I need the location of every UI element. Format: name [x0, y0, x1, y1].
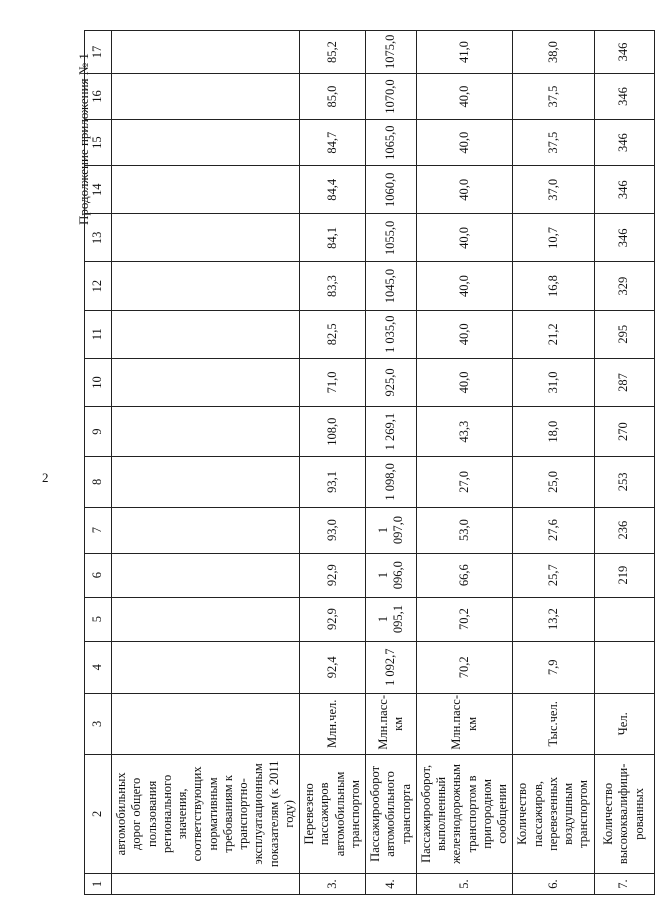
value-cell — [112, 641, 300, 693]
value-cell: 346 — [594, 214, 654, 262]
value-cell: 92,4 — [300, 641, 366, 693]
indicator-name: Пассажирооборот, выполненный железнодорожным транспортом в пригородном сообщении — [416, 754, 513, 873]
value-cell: 16,8 — [513, 262, 594, 310]
value-cell — [112, 358, 300, 406]
value-cell: 84,1 — [300, 214, 366, 262]
value-cell — [112, 214, 300, 262]
value-cell — [112, 120, 300, 166]
value-cell: 66,6 — [416, 553, 513, 597]
value-cell: 270 — [594, 407, 654, 457]
header-cell: 5 — [85, 597, 112, 641]
value-cell — [112, 507, 300, 553]
value-cell: 10,7 — [513, 214, 594, 262]
value-cell: 93,0 — [300, 507, 366, 553]
value-cell — [112, 407, 300, 457]
value-cell — [594, 597, 654, 641]
row-number: 4. — [366, 874, 417, 895]
value-cell: 31,0 — [513, 358, 594, 406]
rotated-table-frame — [84, 30, 646, 895]
value-cell: 37,5 — [513, 74, 594, 120]
unit-cell: Чел. — [594, 693, 654, 754]
indicator-name: автомобильных дорог общего пользования регионального значения, соответствующих нормативным требованиям к транспортно-эксплуатационным показателям (к 2011 году) — [112, 754, 300, 873]
value-cell: 40,0 — [416, 214, 513, 262]
value-cell: 329 — [594, 262, 654, 310]
value-cell: 25,7 — [513, 553, 594, 597]
row-number: 5. — [416, 874, 513, 895]
header-cell: 1 — [85, 874, 112, 895]
value-cell — [112, 310, 300, 358]
appendix-note: Продолжение приложения № 1 — [76, 53, 91, 225]
value-cell: 27,0 — [416, 457, 513, 507]
header-cell: 8 — [85, 457, 112, 507]
header-cell: 11 — [85, 310, 112, 358]
value-cell: 1065,0 — [366, 120, 417, 166]
value-cell: 85,2 — [300, 31, 366, 74]
value-cell: 40,0 — [416, 358, 513, 406]
value-cell: 84,4 — [300, 166, 366, 214]
value-cell: 346 — [594, 74, 654, 120]
value-cell: 40,0 — [416, 166, 513, 214]
value-cell: 346 — [594, 166, 654, 214]
header-cell: 9 — [85, 407, 112, 457]
unit-cell: Тыс.чел. — [513, 693, 594, 754]
value-cell: 84,7 — [300, 120, 366, 166]
value-cell: 70,2 — [416, 641, 513, 693]
table-row — [366, 31, 417, 895]
value-cell: 85,0 — [300, 74, 366, 120]
value-cell: 70,2 — [416, 597, 513, 641]
row-number: 7. — [594, 874, 654, 895]
value-cell: 13,2 — [513, 597, 594, 641]
value-cell: 346 — [594, 120, 654, 166]
value-cell: 1060,0 — [366, 166, 417, 214]
value-cell — [112, 74, 300, 120]
value-cell: 1045,0 — [366, 262, 417, 310]
value-cell: 92,9 — [300, 553, 366, 597]
value-cell: 27,6 — [513, 507, 594, 553]
value-cell — [112, 31, 300, 74]
header-cell: 14 — [85, 166, 112, 214]
value-cell — [112, 553, 300, 597]
value-cell: 1 096,0 — [366, 553, 417, 597]
value-cell: 1 098,0 — [366, 457, 417, 507]
value-cell: 1 269,1 — [366, 407, 417, 457]
value-cell: 37,5 — [513, 120, 594, 166]
value-cell: 253 — [594, 457, 654, 507]
value-cell: 219 — [594, 553, 654, 597]
value-cell: 295 — [594, 310, 654, 358]
row-number — [112, 874, 300, 895]
header-cell: 12 — [85, 262, 112, 310]
header-row — [85, 31, 112, 895]
value-cell: 1 092,7 — [366, 641, 417, 693]
header-cell: 13 — [85, 214, 112, 262]
table-row — [513, 31, 594, 895]
value-cell: 40,0 — [416, 120, 513, 166]
value-cell: 925,0 — [366, 358, 417, 406]
value-cell: 82,5 — [300, 310, 366, 358]
value-cell: 25,0 — [513, 457, 594, 507]
row-number: 3. — [300, 874, 366, 895]
value-cell: 1075,0 — [366, 31, 417, 74]
indicator-name: Количество пассажиров, перевезенных воздушным транспортом — [513, 754, 594, 873]
table-row — [300, 31, 366, 895]
value-cell: 83,3 — [300, 262, 366, 310]
value-cell: 41,0 — [416, 31, 513, 74]
header-cell: 4 — [85, 641, 112, 693]
value-cell: 18,0 — [513, 407, 594, 457]
value-cell: 40,0 — [416, 74, 513, 120]
value-cell: 71,0 — [300, 358, 366, 406]
unit-cell: Млн.пасс-км — [366, 693, 417, 754]
value-cell: 236 — [594, 507, 654, 553]
header-cell: 2 — [85, 754, 112, 873]
unit-cell: Млн.пасс-км — [416, 693, 513, 754]
value-cell — [112, 166, 300, 214]
value-cell — [112, 457, 300, 507]
unit-cell — [112, 693, 300, 754]
header-cell: 3 — [85, 693, 112, 754]
value-cell — [112, 597, 300, 641]
value-cell: 92,9 — [300, 597, 366, 641]
value-cell: 346 — [594, 31, 654, 74]
header-cell: 17 — [85, 31, 112, 74]
value-cell: 40,0 — [416, 310, 513, 358]
value-cell: 43,3 — [416, 407, 513, 457]
value-cell: 1070,0 — [366, 74, 417, 120]
row-number: 6. — [513, 874, 594, 895]
header-cell: 15 — [85, 120, 112, 166]
value-cell: 1 095,1 — [366, 597, 417, 641]
indicator-name: Перевезено пассажиров автомобильным транспортом — [300, 754, 366, 873]
header-cell: 16 — [85, 74, 112, 120]
value-cell: 21,2 — [513, 310, 594, 358]
value-cell: 1 097,0 — [366, 507, 417, 553]
value-cell: 38,0 — [513, 31, 594, 74]
value-cell: 1 035,0 — [366, 310, 417, 358]
value-cell — [112, 262, 300, 310]
header-cell: 6 — [85, 553, 112, 597]
header-cell: 10 — [85, 358, 112, 406]
value-cell: 40,0 — [416, 262, 513, 310]
unit-cell: Млн.чел. — [300, 693, 366, 754]
value-cell: 37,0 — [513, 166, 594, 214]
value-cell: 7,9 — [513, 641, 594, 693]
value-cell: 1055,0 — [366, 214, 417, 262]
indicator-name: Количество высококвалифици-рованных — [594, 754, 654, 873]
value-cell: 287 — [594, 358, 654, 406]
value-cell: 93,1 — [300, 457, 366, 507]
header-cell: 7 — [85, 507, 112, 553]
value-cell: 53,0 — [416, 507, 513, 553]
table-row — [112, 31, 300, 895]
table-row — [416, 31, 513, 895]
value-cell — [594, 641, 654, 693]
page-number: 2 — [42, 470, 49, 485]
indicators-table — [84, 30, 655, 895]
value-cell: 108,0 — [300, 407, 366, 457]
table-row — [594, 31, 654, 895]
indicator-name: Пассажирооборот автомобильного транспорта — [366, 754, 417, 873]
